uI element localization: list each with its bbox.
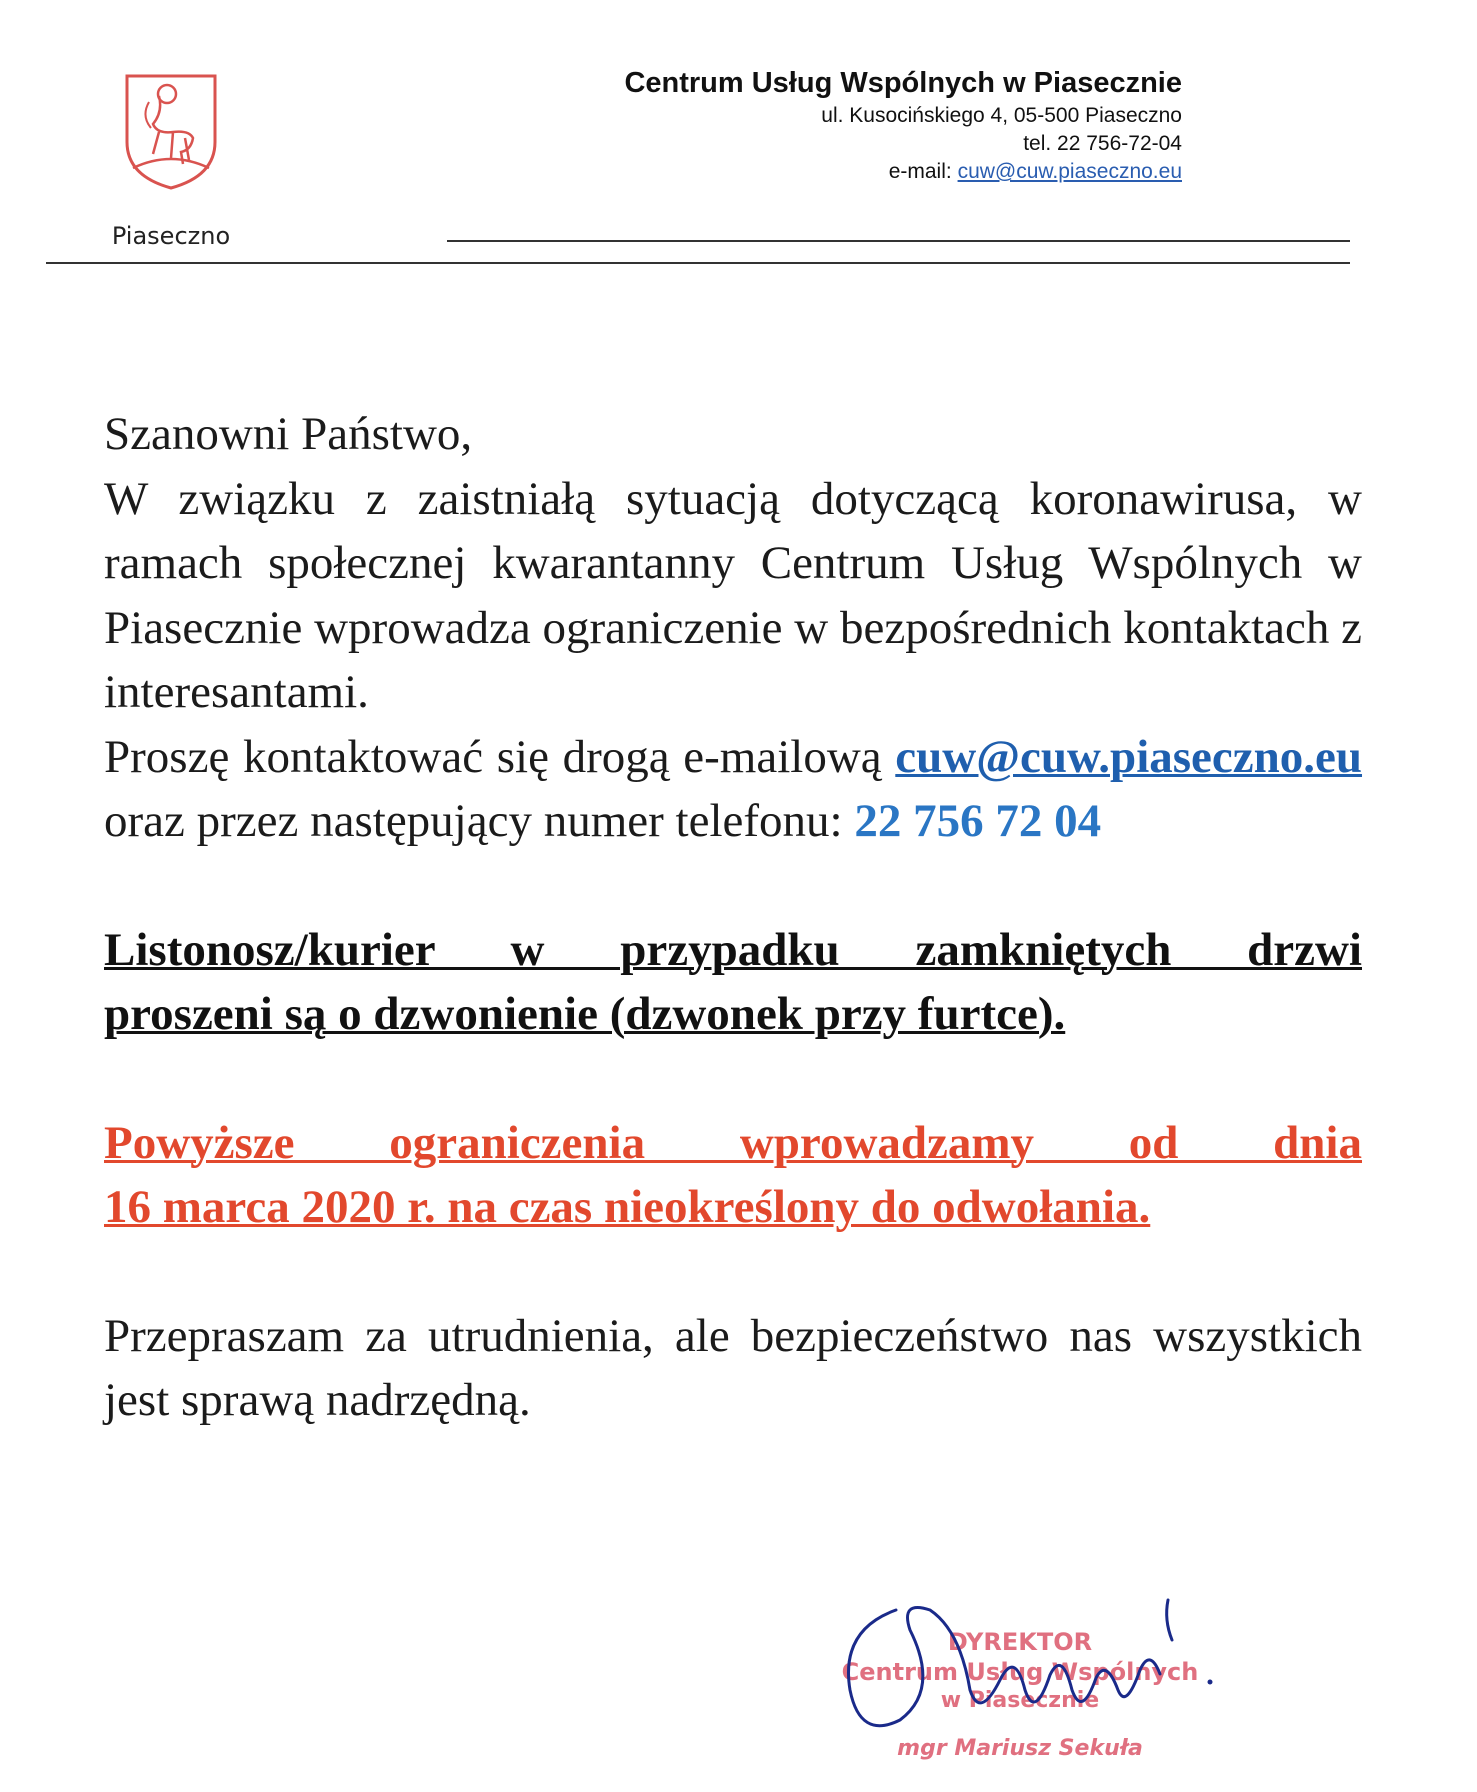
director-stamp (800, 1570, 1260, 1790)
stamp-org-line1: Centrum Usług Wspólnych (841, 1658, 1199, 1686)
letterhead (624, 64, 1182, 186)
coat-of-arms-icon (123, 72, 219, 192)
contact-email-link[interactable]: cuw@cuw.piaseczno.eu (895, 730, 1363, 783)
contact-phone: 22 756 72 04 (854, 795, 1102, 847)
municipal-logo (96, 72, 246, 250)
stamp-name: mgr Mariusz Sekuła (897, 1736, 1143, 1761)
org-name: Centrum Usług Wspólnych w Piasecznie (624, 67, 1182, 99)
logo-caption: Piaseczno (111, 222, 231, 250)
org-phone: tel. 22 756-72-04 (1023, 132, 1182, 155)
restriction-notice-line1 (104, 1111, 1362, 1176)
org-address: ul. Kusocińskiego 4, 05-500 Piaseczno (821, 104, 1182, 127)
spacer (104, 1047, 1362, 1111)
postman-text-2: proszeni są o dzwonienie (dzwonek przy furtce). (104, 988, 1066, 1040)
paragraph-situation: W związku z zaistniałą sytuacją dotyczącą koronawirusa, w ramach społecznej kwarantanny Centrum Usług Wspólnych w Piasecznie wprowadza ograniczenie w bezpośrednich kontaktach z interesantami. (104, 472, 1362, 718)
header-divider-long (46, 262, 1350, 264)
stamp-title: DYREKTOR (947, 1628, 1093, 1656)
stamp-org-line2: w Piasecznie (940, 1688, 1100, 1713)
email-label: e-mail: (888, 160, 952, 183)
restriction-text-2: 16 marca 2020 r. na czas nieokreślony do odwołania. (104, 1181, 1151, 1233)
email-link[interactable]: cuw@cuw.piaseczno.eu (957, 160, 1182, 183)
postman-notice-line2 (104, 982, 1362, 1047)
spacer (104, 1240, 1362, 1304)
spacer (104, 854, 1362, 918)
header-divider-short (447, 240, 1350, 242)
org-email-line (624, 158, 1182, 186)
postman-notice-line1 (104, 918, 1362, 983)
letter-body (104, 402, 1362, 1433)
apology-paragraph: Przepraszam za utrudnienia, ale bezpieczeństwo nas wszystkich jest sprawą nadrzędną. (104, 1309, 1362, 1426)
contact-text-start: Proszę kontaktować się drogą e-mailową (104, 730, 882, 783)
signature-icon (800, 1570, 1260, 1790)
restriction-text-1: Powyższe ograniczenia wprowadzamy od dnia (104, 1116, 1362, 1169)
restriction-notice-line2 (104, 1175, 1362, 1240)
greeting: Szanowni Państwo, (104, 408, 473, 460)
paragraph-contact (104, 725, 1362, 854)
postman-text-1: Listonosz/kurier w przypadku zamkniętych drzwi (104, 923, 1362, 976)
contact-text-middle: oraz przez następujący numer telefonu: (104, 795, 843, 847)
